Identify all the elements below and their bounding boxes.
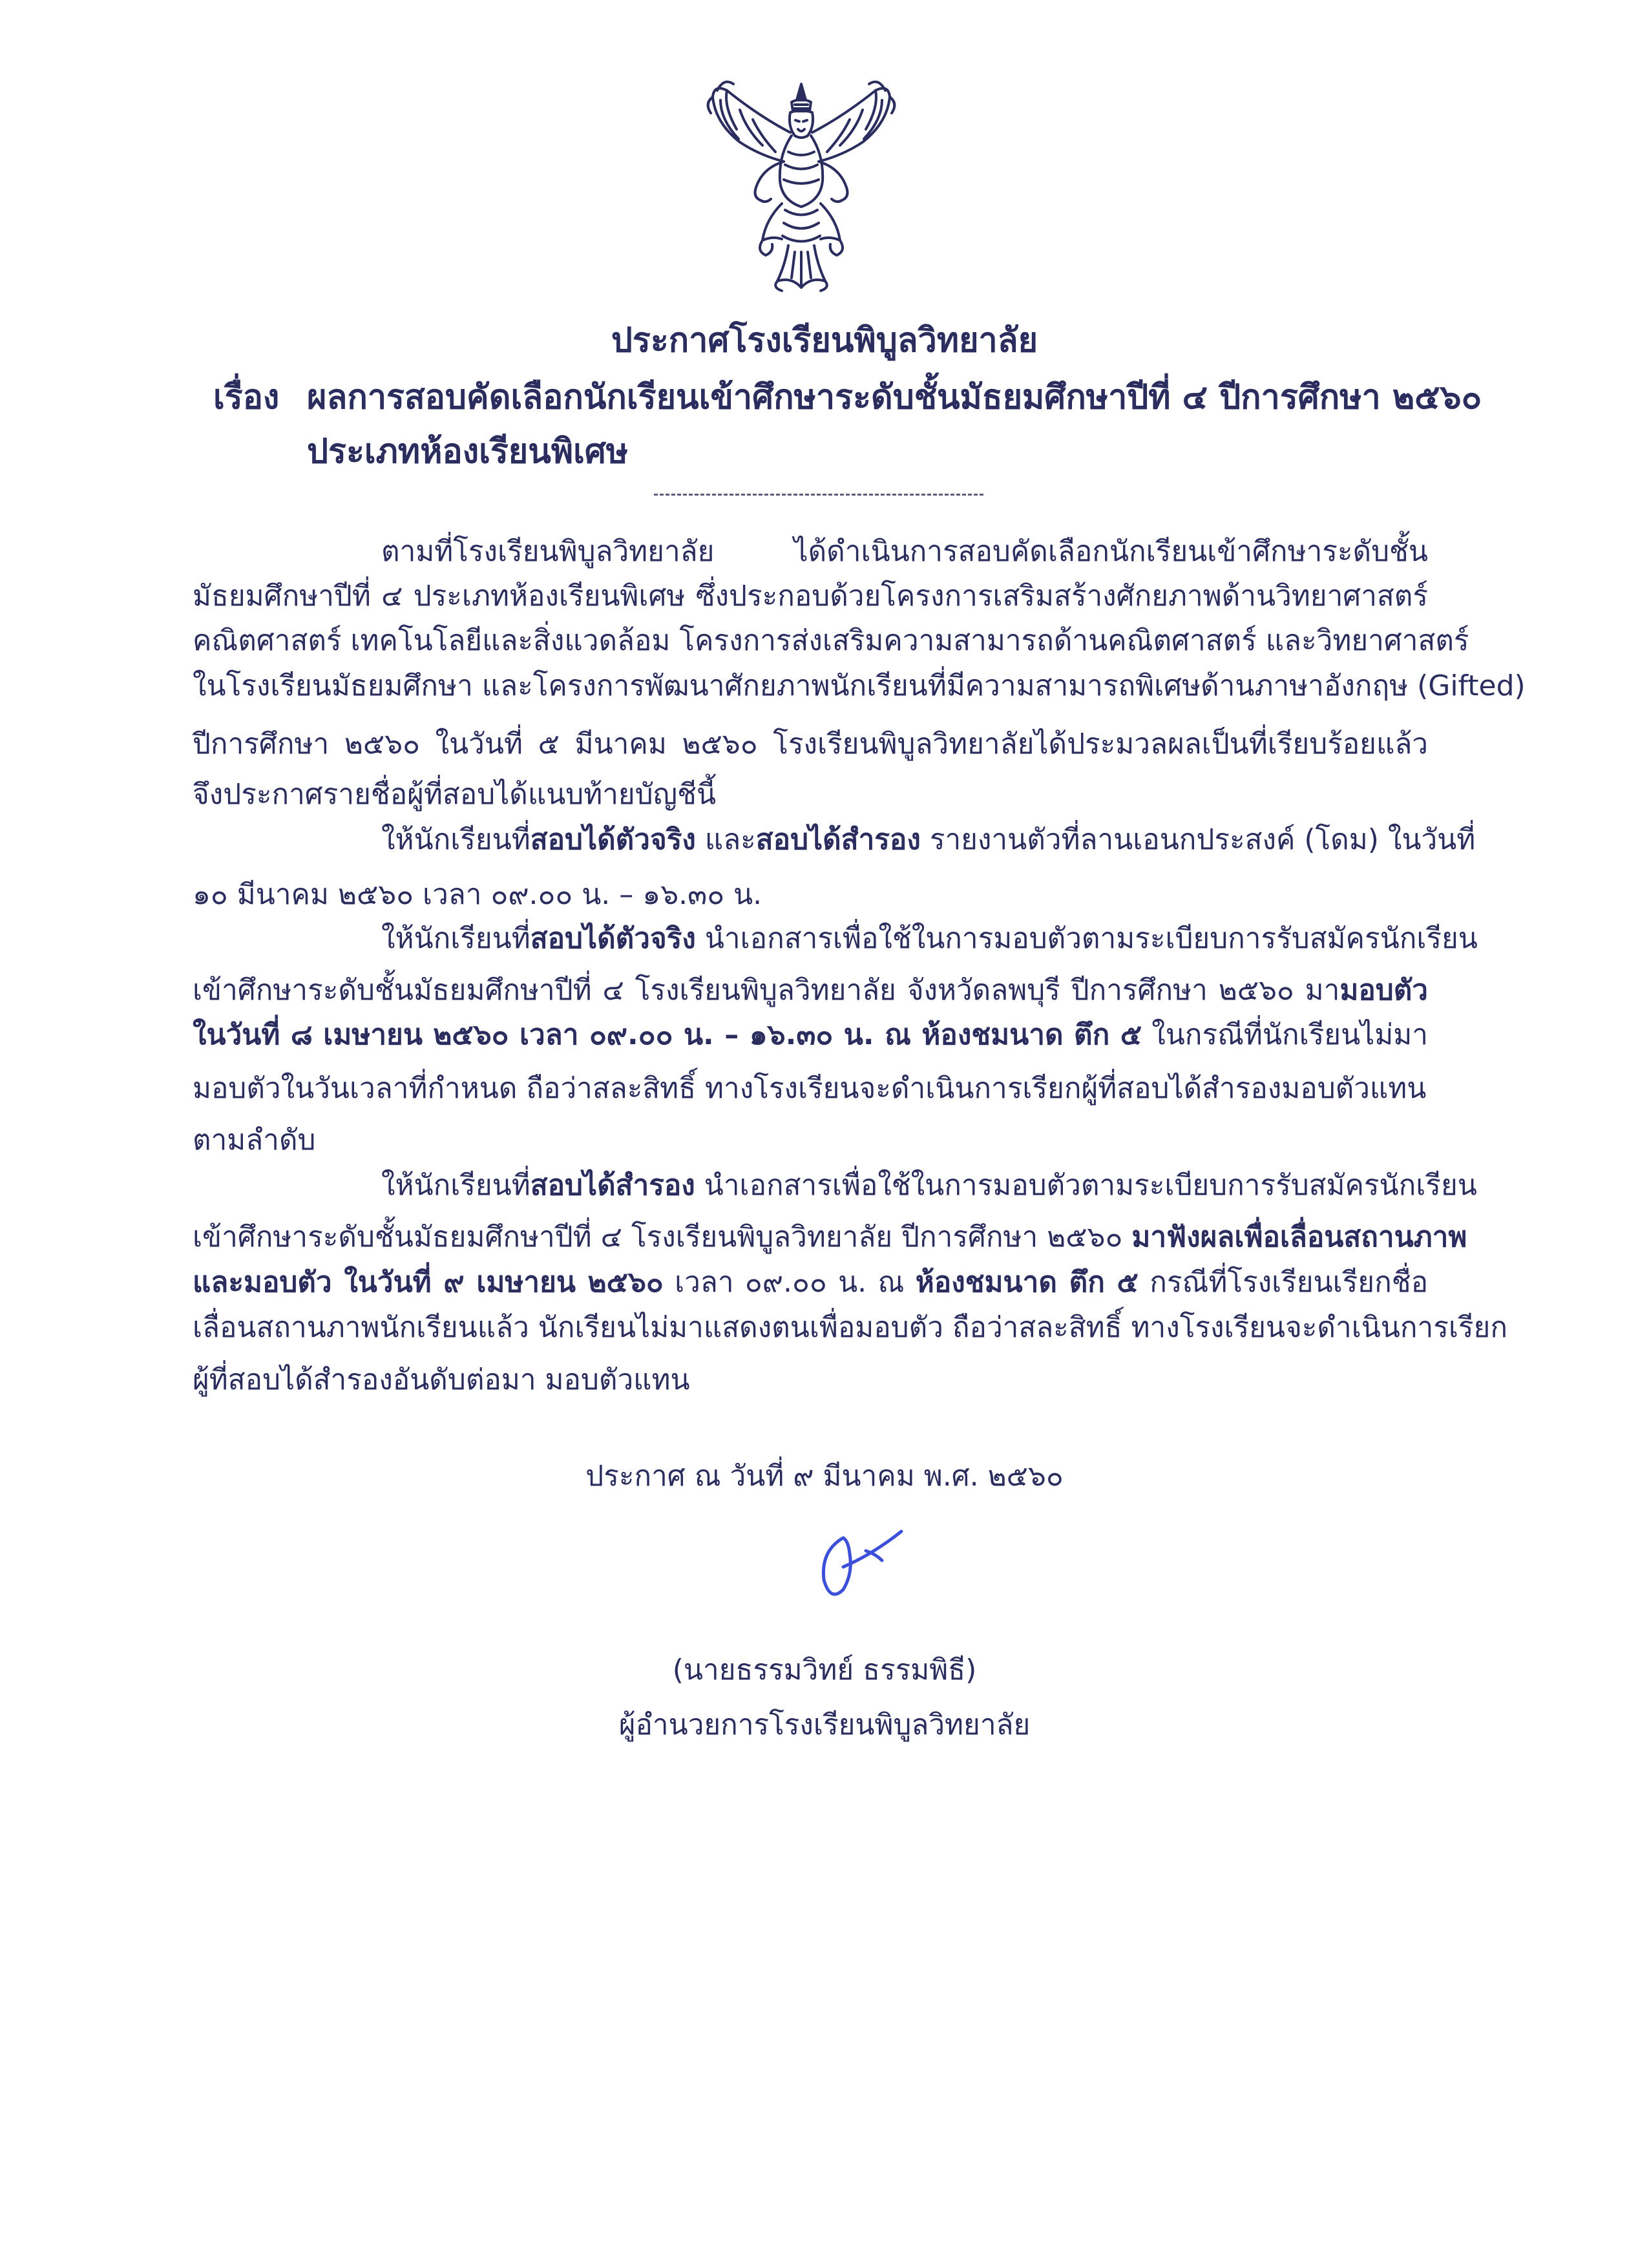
paragraph-1-line-4: ในโรงเรียนมัธยมศึกษา และโครงการพัฒนาศักยภาพนักเรียนที่มีความสามารถพิเศษด้านภาษาอังกฤษ (Gifted) — [193, 669, 1526, 702]
paragraph-1-line-1: ตามที่โรงเรียนพิบูลวิทยาลัย ได้ดำเนินการสอบคัดเลือกนักเรียนเข้าศึกษาระดับชั้น — [381, 535, 1428, 568]
paragraph-3-line-2: เข้าศึกษาระดับชั้นมัธยมศึกษาปีที่ ๔ โรงเรียนพิบูลวิทยาลัย จังหวัดลพบุรี ปีการศึกษา ๒๕๖๐ มามอบตัว — [193, 974, 1428, 1007]
garuda-emblem-icon — [701, 71, 901, 294]
signature-icon — [804, 1512, 914, 1622]
separator-line — [654, 494, 983, 496]
paragraph-3-line-5: ตามลำดับ — [193, 1124, 316, 1157]
paragraph-1-line-5: ปีการศึกษา ๒๕๖๐ ในวันที่ ๕ มีนาคม ๒๕๖๐ โรงเรียนพิบูลวิทยาลัยได้ประมวลผลเป็นที่เรียบร้อยแล้ว — [193, 728, 1428, 761]
paragraph-4-line-4: เลื่อนสถานภาพนักเรียนแล้ว นักเรียนไม่มาแสดงตนเพื่อมอบตัว ถือว่าสละสิทธิ์ ทางโรงเรียนจะดำเนินการเรียก — [193, 1311, 1507, 1344]
paragraph-2-line-2: ๑๐ มีนาคม ๒๕๖๐ เวลา ๐๙.๐๐ น. – ๑๖.๓๐ น. — [193, 878, 762, 911]
signer-name: (นายธรรมวิทย์ ธรรมพิธี) — [672, 1654, 977, 1686]
signer-title: ผู้อำนวยการโรงเรียนพิบูลวิทยาลัย — [618, 1708, 1031, 1741]
paragraph-4-line-3: และมอบตัว ในวันที่ ๙ เมษายน ๒๕๖๐ เวลา ๐๙.๐๐ น. ณ ห้องชมนาด ตึก ๕ กรณีที่โรงเรียนเรียกชื่อ — [193, 1266, 1429, 1299]
paragraph-1-line-3: คณิตศาสตร์ เทคโนโลยีและสิ่งแวดล้อม โครงการส่งเสริมความสามารถด้านคณิตศาสตร์ และวิทยาศาสตร์ — [193, 624, 1469, 657]
subject-label: เรื่อง — [213, 378, 280, 417]
paragraph-4-line-1: ให้นักเรียนที่สอบได้สำรอง นำเอกสารเพื่อใช้ในการมอบตัวตามระเบียบการรับสมัครนักเรียน — [381, 1169, 1477, 1202]
subject-line-1: ผลการสอบคัดเลือกนักเรียนเข้าศึกษาระดับชั้นมัธยมศึกษาปีที่ ๔ ปีการศึกษา ๒๕๖๐ — [307, 378, 1482, 417]
paragraph-3-line-1: ให้นักเรียนที่สอบได้ตัวจริง นำเอกสารเพื่อใช้ในการมอบตัวตามระเบียบการรับสมัครนักเรียน — [381, 922, 1478, 955]
paragraph-4-line-2: เข้าศึกษาระดับชั้นมัธยมศึกษาปีที่ ๔ โรงเรียนพิบูลวิทยาลัย ปีการศึกษา ๒๕๖๐ มาฟังผลเพื่อเลื่อนสถานภาพ — [193, 1221, 1467, 1254]
announcement-date: ประกาศ ณ วันที่ ๙ มีนาคม พ.ศ. ๒๕๖๐ — [585, 1460, 1064, 1493]
subject-line-2: ประเภทห้องเรียนพิเศษ — [307, 432, 629, 471]
paragraph-3-line-3: ในวันที่ ๘ เมษายน ๒๕๖๐ เวลา ๐๙.๐๐ น. – ๑๖.๓๐ น. ณ ห้องชมนาด ตึก ๕ ในกรณีที่นักเรียนไม่มา — [193, 1018, 1428, 1051]
paragraph-3-line-4: มอบตัวในวันเวลาที่กำหนด ถือว่าสละสิทธิ์ ทางโรงเรียนจะดำเนินการเรียกผู้ที่สอบได้สำรองมอบตัวแทน — [193, 1072, 1427, 1105]
paragraph-2-line-1: ให้นักเรียนที่สอบได้ตัวจริง และสอบได้สำรอง รายงานตัวที่ลานเอนกประสงค์ (โดม) ในวันที่ — [381, 823, 1476, 856]
paragraph-1-line-2: มัธยมศึกษาปีที่ ๔ ประเภทห้องเรียนพิเศษ ซึ่งประกอบด้วยโครงการเสริมสร้างศักยภาพด้านวิทยาศาสตร์ — [193, 580, 1428, 613]
paragraph-1-line-6: จึงประกาศรายชื่อผู้ที่สอบได้แนบท้ายบัญชีนี้ — [193, 778, 717, 811]
paragraph-4-line-5: ผู้ที่สอบได้สำรองอันดับต่อมา มอบตัวแทน — [193, 1363, 690, 1396]
announcement-title: ประกาศโรงเรียนพิบูลวิทยาลัย — [611, 321, 1038, 360]
